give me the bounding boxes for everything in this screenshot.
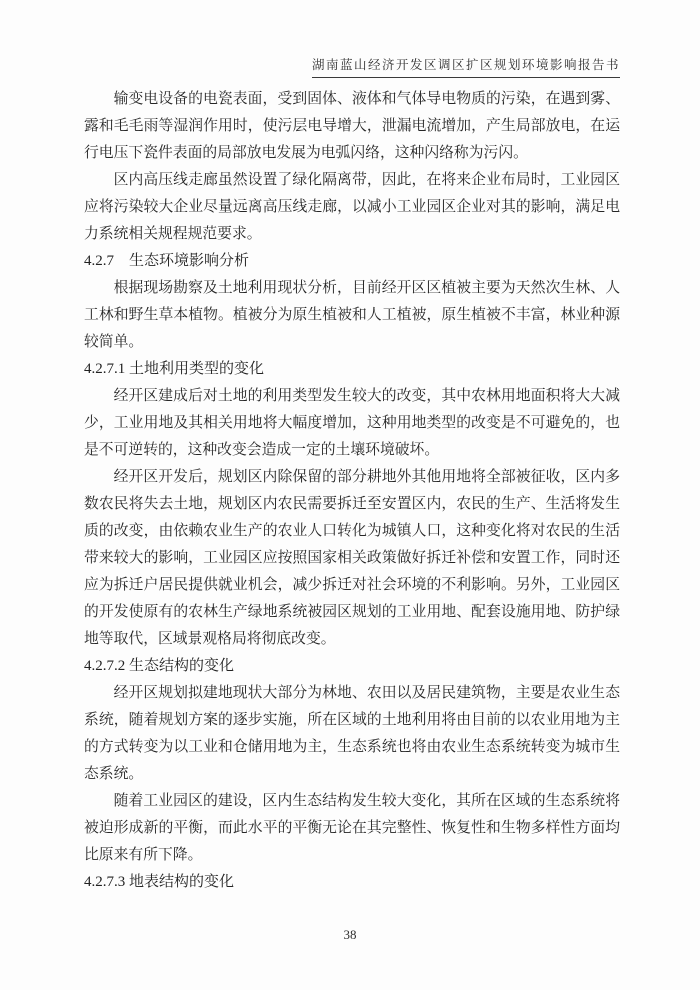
body-paragraph: 区内高压线走廊虽然设置了绿化隔离带，因此，在将来企业布局时，工业园区应将污染较大企业尽量远离高压线走廊，以减小工业园区企业对其的影响，满足电力系统相关规程规范要求。: [84, 172, 620, 242]
body-paragraph: 根据现场勘察及土地利用现状分析，目前经开区区植被主要为天然次生林、人工林和野生草本植物。植被分为原生植被和人工植被，原生植被不丰富，林业种源较简单。: [84, 280, 620, 350]
body-paragraph: 经开区规划拟建地现状大部分为林地、农田以及居民建筑物，主要是农业生态系统，随着规划方案的逐步实施，所在区域的土地利用将由目前的以农业用地为主的方式转变为以工业和仓储用地为主，生态系统也将由农业生态系统转变为城市生态系统。: [84, 685, 620, 782]
section-heading: 4.2.7.1 土地利用类型的变化: [84, 361, 265, 377]
running-header: [312, 55, 620, 78]
body-paragraph: 经开区开发后，规划区内除保留的部分耕地外其他用地将全部被征收，区内多数农民将失去土地，规划区内农民需要拆迁至安置区内，农民的生产、生活将发生质的改变，由依赖农业生产的农业人口转化为城镇人口，这种变化将对农民的生活带来较大的影响，工业园区应按照国家相关政策做好拆迁补偿和安置工作，同时还应为拆迁户居民提供就业机会，减少拆迁对社会环境的不利影响。另外，工业园区的开发使原有的农林生产绿地系统被园区规划的工业用地、配套设施用地、防护绿地等取代，区域景观格局将彻底改变。: [84, 469, 620, 647]
section-heading: 4.2.7.3 地表结构的变化: [84, 874, 235, 890]
body-paragraph: 输变电设备的电瓷表面，受到固体、液体和气体导电物质的污染，在遇到雾、露和毛毛雨等湿润作用时，使污层电导增大，泄漏电流增加，产生局部放电，在运行电压下瓷件表面的局部放电发展为电弧闪络，这种闪络称为污闪。: [84, 91, 620, 161]
page-footer: [0, 926, 700, 944]
running-header-title: 湖南蓝山经济开发区调区扩区规划环境影响报告书: [312, 55, 620, 78]
section-heading: 4.2.7 生态环境影响分析: [84, 253, 250, 269]
page-number: 38: [343, 927, 357, 942]
body-paragraph: 经开区建成后对土地的利用类型发生较大的改变，其中农林用地面积将大大减少，工业用地及其相关用地将大幅度增加，这种用地类型的改变是不可避免的，也是不可逆转的，这种改变会造成一定的土壤环境破坏。: [84, 388, 620, 458]
section-heading: 4.2.7.2 生态结构的变化: [84, 658, 235, 674]
document-body: [84, 86, 620, 896]
body-paragraph: 随着工业园区的建设，区内生态结构发生较大变化，其所在区域的生态系统将被迫形成新的平衡，而此水平的平衡无论在其完整性、恢复性和生物多样性方面均比原来有所下降。: [84, 793, 620, 863]
